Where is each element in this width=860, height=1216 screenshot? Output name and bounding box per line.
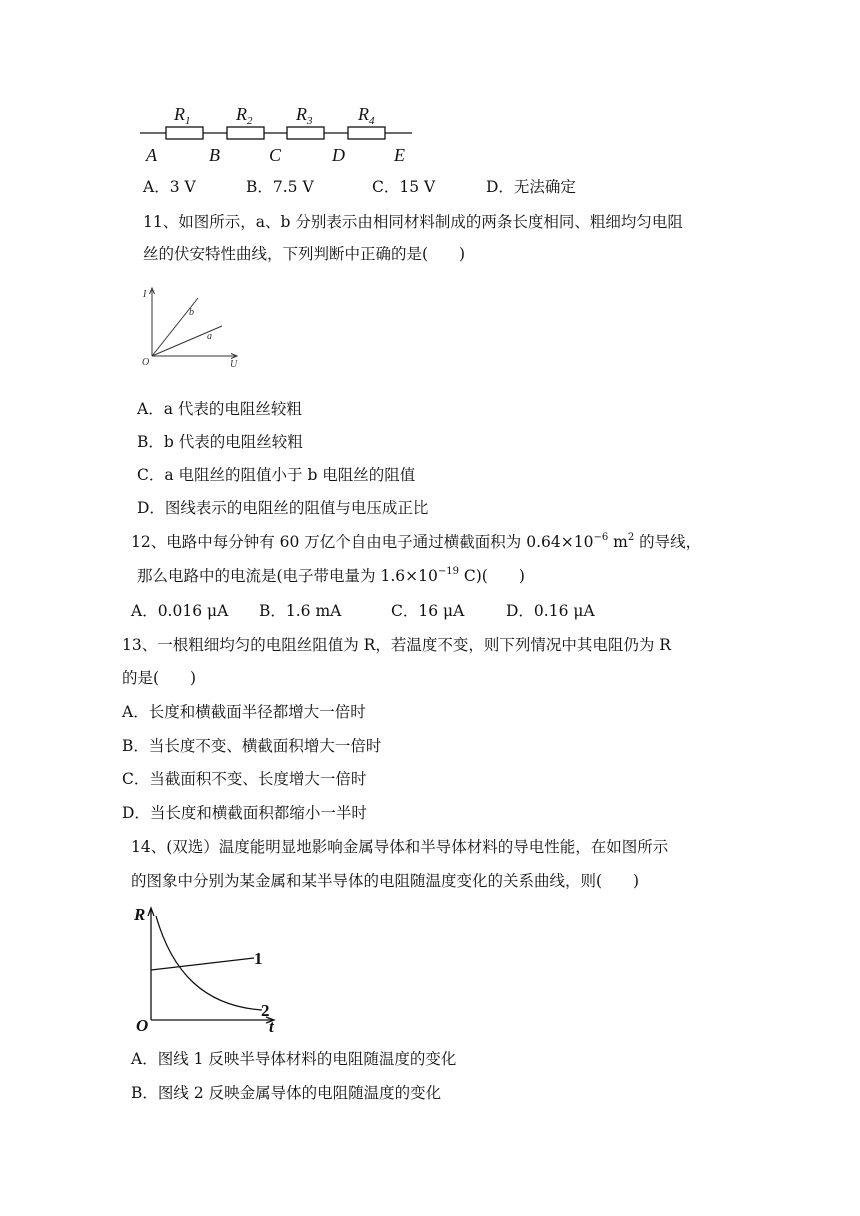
- q12-option-d: D．0.16 μA: [506, 602, 595, 620]
- q11-option-c: C．a 电阻丝的阻值小于 b 电阻丝的阻值: [137, 466, 416, 484]
- origin-label: O: [142, 357, 150, 368]
- q13-stem-line2: 的是( ): [122, 669, 197, 687]
- q13-option-b: B．当长度不变、横截面积增大一倍时: [122, 737, 382, 755]
- q13-option-d: D．当长度和横截面积都缩小一半时: [122, 804, 367, 822]
- q11-option-a: A．a 代表的电阻丝较粗: [137, 400, 302, 418]
- node-label-d: D: [332, 145, 345, 165]
- curve-b-label: b: [189, 307, 194, 318]
- q14-stem-line2: 的图象中分别为某金属和某半导体的电阻随温度变化的关系曲线，则( ): [131, 872, 640, 890]
- q13-option-a: A．长度和横截面半径都增大一倍时: [122, 703, 366, 721]
- node-label-b: B: [209, 145, 220, 165]
- u-axis-label: U: [230, 359, 238, 370]
- resistor-circuit-diagram: [136, 98, 426, 170]
- resistance-temperature-graph: [132, 900, 282, 1034]
- q12-stem-line1: 12、电路中每分钟有 60 万亿个自由电子通过横截面积为 $0.64\times 10^{-6}$ $m^2$ 的导线，: [131, 532, 702, 551]
- q12-stem-line2: 那么电路中的电流是(电子带电量为 $1.6\times 10^{-19}$ C)( ): [137, 566, 525, 585]
- node-label-e: E: [394, 145, 405, 165]
- resistor-label-1: $R_1$: [174, 104, 191, 127]
- q12-option-a: A．0.016 μA: [131, 602, 229, 620]
- resistor-label-3: $R_3$: [296, 104, 313, 127]
- curve-1-label: 1: [254, 949, 263, 968]
- q10-option-a: A．3 V: [143, 178, 196, 196]
- q14-stem-line1: 14、(双选）温度能明显地影响金属导体和半导体材料的导电性能，在如图所示: [131, 838, 669, 856]
- q12-option-c: C．16 μA: [391, 602, 465, 620]
- curve-2-label: 2: [261, 1001, 270, 1020]
- q11-option-d: D．图线表示的电阻丝的阻值与电压成正比: [137, 499, 429, 517]
- t-axis-label: t: [269, 1017, 274, 1034]
- r-axis-label: R: [134, 905, 146, 924]
- curve-a-label: a: [207, 331, 212, 342]
- q13-stem-line1: 13、一根粗细均匀的电阻丝阻值为 R，若温度不变，则下列情况中其电阻仍为 R: [122, 636, 671, 654]
- q10-option-b: B．7.5 V: [246, 178, 314, 196]
- node-label-a: A: [146, 145, 157, 165]
- q14-option-a: A．图线 1 反映半导体材料的电阻随温度的变化: [131, 1050, 457, 1068]
- q10-option-c: C．15 V: [372, 178, 436, 196]
- q13-option-c: C．当截面积不变、长度增大一倍时: [122, 770, 367, 788]
- origin-o-label: O: [136, 1016, 149, 1034]
- q11-stem-line2: 丝的伏安特性曲线，下列判断中正确的是( ): [143, 245, 466, 263]
- resistor-label-4: $R_4$: [358, 104, 375, 127]
- q11-option-b: B．b 代表的电阻丝较粗: [137, 433, 303, 451]
- q12-option-b: B．1.6 mA: [259, 602, 342, 620]
- iu-characteristic-graph: [140, 284, 244, 372]
- i-axis-label: I: [143, 289, 147, 300]
- resistor-label-2: $R_2$: [236, 104, 253, 127]
- q11-stem-line1: 11、如图所示，a、b 分别表示由相同材料制成的两条长度相同、粗细均匀电阻: [143, 213, 683, 231]
- node-label-c: C: [269, 145, 282, 165]
- q10-option-d: D．无法确定: [486, 178, 576, 196]
- q14-option-b: B．图线 2 反映金属导体的电阻随温度的变化: [131, 1084, 442, 1102]
